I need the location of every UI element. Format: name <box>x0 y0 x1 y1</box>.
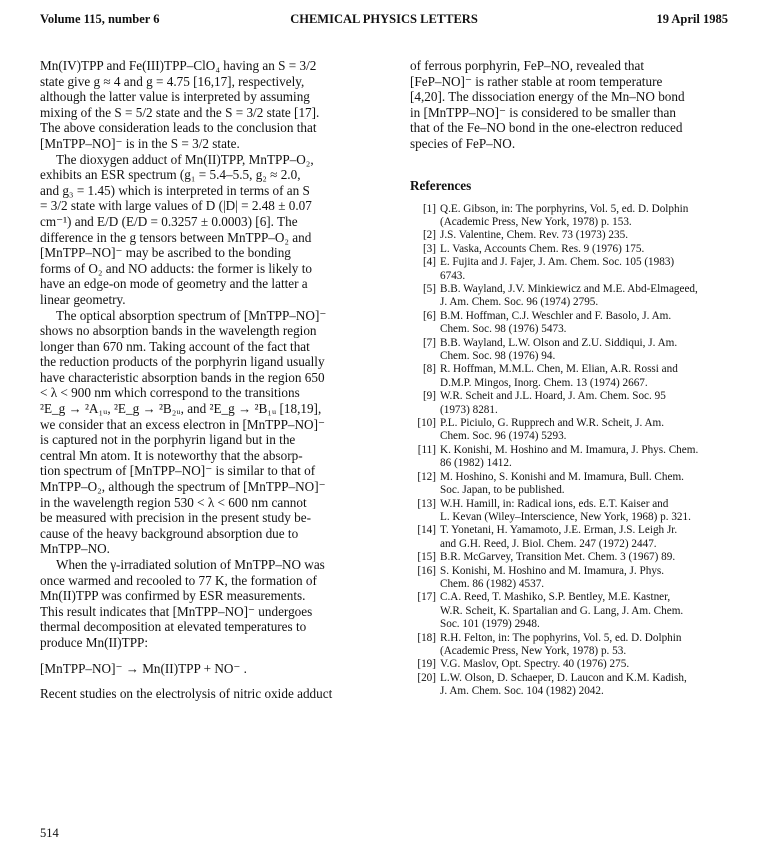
body-line: [MnTPP–NO]⁻ may be ascribed to the bonding <box>40 245 291 261</box>
reference-list <box>410 203 746 699</box>
body-line: cm⁻¹) and E/D (E/D = 0.3257 ± 0.0003) [6]. The <box>40 213 298 229</box>
body-line: the reduction products of the porphyrin ligand usually <box>40 354 325 370</box>
reference-number: [2] <box>422 229 436 242</box>
references-heading: References <box>410 177 472 193</box>
reference-text: Soc. Japan, to be published. <box>440 484 565 497</box>
body-line: cause of the heavy background absorption due to <box>40 525 299 541</box>
reference-text: E. Fujita and J. Fajer, J. Am. Chem. Soc. 105 (1983) <box>440 256 675 269</box>
reference-item <box>410 203 746 230</box>
body-line: Mn(IV)TPP and Fe(III)TPP–ClO₄ having an S = 3/2 <box>40 58 317 73</box>
body-line: have an edge-on mode of geometry and the latter a <box>40 276 308 292</box>
reference-text: W.H. Hamill, in: Radical ions, eds. E.T. Kaiser and <box>440 497 669 510</box>
reference-number: [3] <box>422 242 436 255</box>
reference-text: Chem. 86 (1982) 4537. <box>440 577 545 590</box>
body-line: species of FeP–NO. <box>410 135 516 151</box>
reference-item <box>410 390 746 417</box>
reference-text: Chem. Soc. 98 (1976) 94. <box>440 350 556 363</box>
reference-number: [15] <box>417 551 436 564</box>
body-line: shows no absorption bands in the wavelength region <box>40 323 317 339</box>
reference-number: [5] <box>422 283 436 295</box>
reference-text: (Academic Press, New York, 1978) p. 153. <box>440 215 632 228</box>
body-line: be measured with precision in the present study be- <box>40 510 312 526</box>
reference-number: [10] <box>417 417 436 430</box>
body-line: once warmed and recooled to 77 K, the formation of <box>40 572 317 588</box>
body-line: and g₃ = 1.45) which is interpreted in terms of an S <box>40 182 310 198</box>
body-line: [4,20]. The dissociation energy of the Mn–NO bond <box>410 89 685 105</box>
reference-text: (1973) 8281. <box>440 403 498 416</box>
body-line: The above consideration leads to the conclusion that <box>40 120 317 136</box>
body-line: is captured not in the porphyrin ligand but in the <box>40 432 296 448</box>
running-head <box>40 12 728 30</box>
reference-text: B.M. Hoffman, C.J. Weschler and F. Basolo, J. Am. <box>440 309 672 322</box>
body-line: produce Mn(II)TPP: <box>40 634 149 650</box>
reference-text: B.B. Wayland, L.W. Olson and Z.U. Siddiqui, J. Am. <box>440 336 678 349</box>
reference-number: [18] <box>417 631 436 644</box>
body-line: forms of O₂ and NO adducts: the former is likely to <box>40 260 312 276</box>
body-line: although the latter value is interpreted by assuming <box>40 89 310 105</box>
reference-number: [6] <box>422 309 436 322</box>
reference-item <box>410 565 746 592</box>
reference-item <box>410 498 746 525</box>
reference-number: [20] <box>417 671 436 684</box>
reference-text: L. Vaska, Accounts Chem. Res. 9 (1976) 175. <box>440 242 645 255</box>
reference-item <box>410 444 746 471</box>
reference-text: R.H. Felton, in: The pophyrins, Vol. 5, ed. D. Dolphin <box>440 631 682 644</box>
reference-item <box>410 417 746 444</box>
reference-number: [8] <box>422 363 436 376</box>
reference-number: [1] <box>422 202 436 215</box>
reference-text: Chem. Soc. 98 (1976) 5473. <box>440 323 567 336</box>
reference-number: [14] <box>417 524 436 537</box>
body-line: tion spectrum of [MnTPP–NO]⁻ is similar to that of <box>40 463 316 479</box>
body-line: This result indicates that [MnTPP–NO]⁻ undergoes <box>40 603 313 619</box>
body-line: state give g ≈ 4 and g = 4.75 [16,17], respectively, <box>40 73 305 89</box>
body-line: = 3/2 state with large values of D (|D| = 2.48 ± 0.07 <box>40 198 312 214</box>
reference-text: and G.H. Reed, J. Biol. Chem. 247 (1972) 2447. <box>440 537 657 550</box>
reference-text: Soc. 101 (1979) 2948. <box>440 618 540 631</box>
reference-item <box>410 471 746 498</box>
body-line: linear geometry. <box>40 291 126 307</box>
right-column <box>410 58 746 699</box>
body-line: mixing of the S = 5/2 state and the S = 3/2 state [17]. <box>40 104 320 120</box>
reference-item <box>410 551 746 564</box>
reference-text: B.R. McGarvey, Transition Met. Chem. 3 (1967) 89. <box>440 551 676 564</box>
reference-text: M. Hoshino, S. Konishi and M. Imamura, Bull. Chem. <box>440 470 684 483</box>
issue-date: 19 April 1985 <box>656 12 728 26</box>
body-line: [MnTPP–NO]⁻ is in the S = 3/2 state. <box>40 135 240 151</box>
reference-item <box>410 672 746 699</box>
reference-item <box>410 524 746 551</box>
reference-text: R. Hoffman, M.M.L. Chen, M. Elian, A.R. Rossi and <box>440 363 678 376</box>
reference-text: T. Yonetani, H. Yamamoto, J.E. Erman, J.S. Leigh Jr. <box>440 524 678 537</box>
body-line: thermal decomposition at elevated temperatures to <box>40 619 307 635</box>
reference-text: P.L. Piciulo, G. Rupprech and W.R. Scheit, J. Am. <box>440 417 665 430</box>
volume-number: Volume 115, number 6 <box>40 12 160 26</box>
reference-text: V.G. Maslov, Opt. Spectry. 40 (1976) 275. <box>440 658 630 671</box>
reference-item <box>410 243 746 256</box>
body-line: [FeP–NO]⁻ is rather stable at room temperature <box>410 73 663 89</box>
reference-item <box>410 283 746 310</box>
page-number: 514 <box>40 826 59 840</box>
reference-text: C.A. Reed, T. Mashiko, S.P. Bentley, M.E. Kastner, <box>440 591 671 604</box>
reference-text: K. Konishi, M. Hoshino and M. Imamura, J. Phys. Chem. <box>440 443 699 456</box>
reference-number: [11] <box>417 443 436 456</box>
reference-text: 6743. <box>440 269 466 282</box>
body-line: < λ < 900 nm which correspond to the transitions <box>40 385 300 401</box>
reference-number: [17] <box>417 591 436 604</box>
reference-number: [4] <box>422 256 436 269</box>
reference-number: [12] <box>417 470 436 483</box>
body-line: in [MnTPP–NO]⁻ is considered to be smaller than <box>410 104 676 120</box>
reference-text: J.S. Valentine, Chem. Rev. 73 (1973) 235. <box>440 229 628 242</box>
body-line: longer than 670 nm. Taking account of the fact that <box>40 338 310 354</box>
reference-text: J. Am. Chem. Soc. 96 (1974) 2795. <box>440 296 599 309</box>
body-line: of ferrous porphyrin, FeP–NO, revealed that <box>410 58 645 73</box>
body-line: The optical absorption spectrum of [MnTPP–NO]⁻ <box>56 307 327 323</box>
reference-item <box>410 337 746 364</box>
reference-number: [7] <box>422 336 436 349</box>
reference-number: [9] <box>422 390 436 403</box>
body-line: The dioxygen adduct of Mn(II)TPP, MnTPP–O₂, <box>56 151 314 167</box>
reference-number: [16] <box>417 564 436 577</box>
body-line: MnTPP–NO. <box>40 541 110 557</box>
reference-text: L. Kevan (Wiley–Interscience, New York, 1968) p. 321. <box>440 510 691 523</box>
reference-item <box>410 363 746 390</box>
reference-text: Q.E. Gibson, in: The porphyrins, Vol. 5, ed. D. Dolphin <box>440 202 689 215</box>
body-line: Recent studies on the electrolysis of nitric oxide adduct <box>40 686 333 702</box>
reaction-equation: [MnTPP–NO]⁻ → Mn(II)TPP + NO⁻ . <box>40 660 247 676</box>
body-line: ²E_g → ²A₁ᵤ, ²E_g → ²B₂ᵤ, and ²E_g → ²B₁ᵤ [18,19], <box>40 401 322 417</box>
reference-text: W.R. Scheit and J.L. Hoard, J. Am. Chem. Soc. 95 <box>440 390 666 403</box>
right-column-text <box>410 58 746 152</box>
reference-item <box>410 310 746 337</box>
body-line: in the wavelength region 530 < λ < 600 nm cannot <box>40 494 307 510</box>
reference-item <box>410 658 746 671</box>
reference-text: Chem. Soc. 96 (1974) 5293. <box>440 430 567 443</box>
reference-item <box>410 256 746 283</box>
reference-number: [13] <box>417 497 436 510</box>
body-line: When the γ-irradiated solution of MnTPP–NO was <box>56 557 325 572</box>
reference-text: S. Konishi, M. Hoshino and M. Imamura, J. Phys. <box>440 564 665 577</box>
reference-text: W.R. Scheit, K. Spartalian and G. Lang, J. Am. Chem. <box>440 604 684 617</box>
body-line: that of the Fe–NO bond in the one-electron reduced <box>410 120 683 136</box>
reference-item <box>410 229 746 242</box>
reference-text: L.W. Olson, D. Schaeper, D. Laucon and K.M. Kadish, <box>440 671 687 684</box>
reference-item <box>410 632 746 659</box>
reference-text: J. Am. Chem. Soc. 104 (1982) 2042. <box>440 685 604 698</box>
reference-text: (Academic Press, New York, 1978) p. 53. <box>440 644 627 657</box>
body-line: MnTPP–O₂, although the spectrum of [MnTPP–NO]⁻ <box>40 479 326 495</box>
journal-title: CHEMICAL PHYSICS LETTERS <box>290 12 478 26</box>
reference-text: D.M.P. Mingos, Inorg. Chem. 13 (1974) 2667. <box>440 376 648 389</box>
body-line: exhibits an ESR spectrum (g₁ = 5.4–5.5, g₂ ≈ 2.0, <box>40 167 301 183</box>
body-line: difference in the g tensors between MnTPP–O₂ and <box>40 229 312 245</box>
body-line: central Mn atom. It is noteworthy that the absorp- <box>40 447 303 463</box>
left-column <box>40 58 386 702</box>
reference-number: [19] <box>417 658 436 671</box>
body-line: we consider that an excess electron in [MnTPP–NO]⁻ <box>40 416 325 432</box>
reference-item <box>410 591 746 631</box>
reference-text: B.B. Wayland, J.V. Minkiewicz and M.E. Abd-Elmageed, <box>440 283 698 295</box>
body-line: have characteristic absorption bands in the region 650 <box>40 369 325 385</box>
reference-text: 86 (1982) 1412. <box>440 457 512 470</box>
body-line: Mn(II)TPP was confirmed by ESR measurements. <box>40 588 306 604</box>
